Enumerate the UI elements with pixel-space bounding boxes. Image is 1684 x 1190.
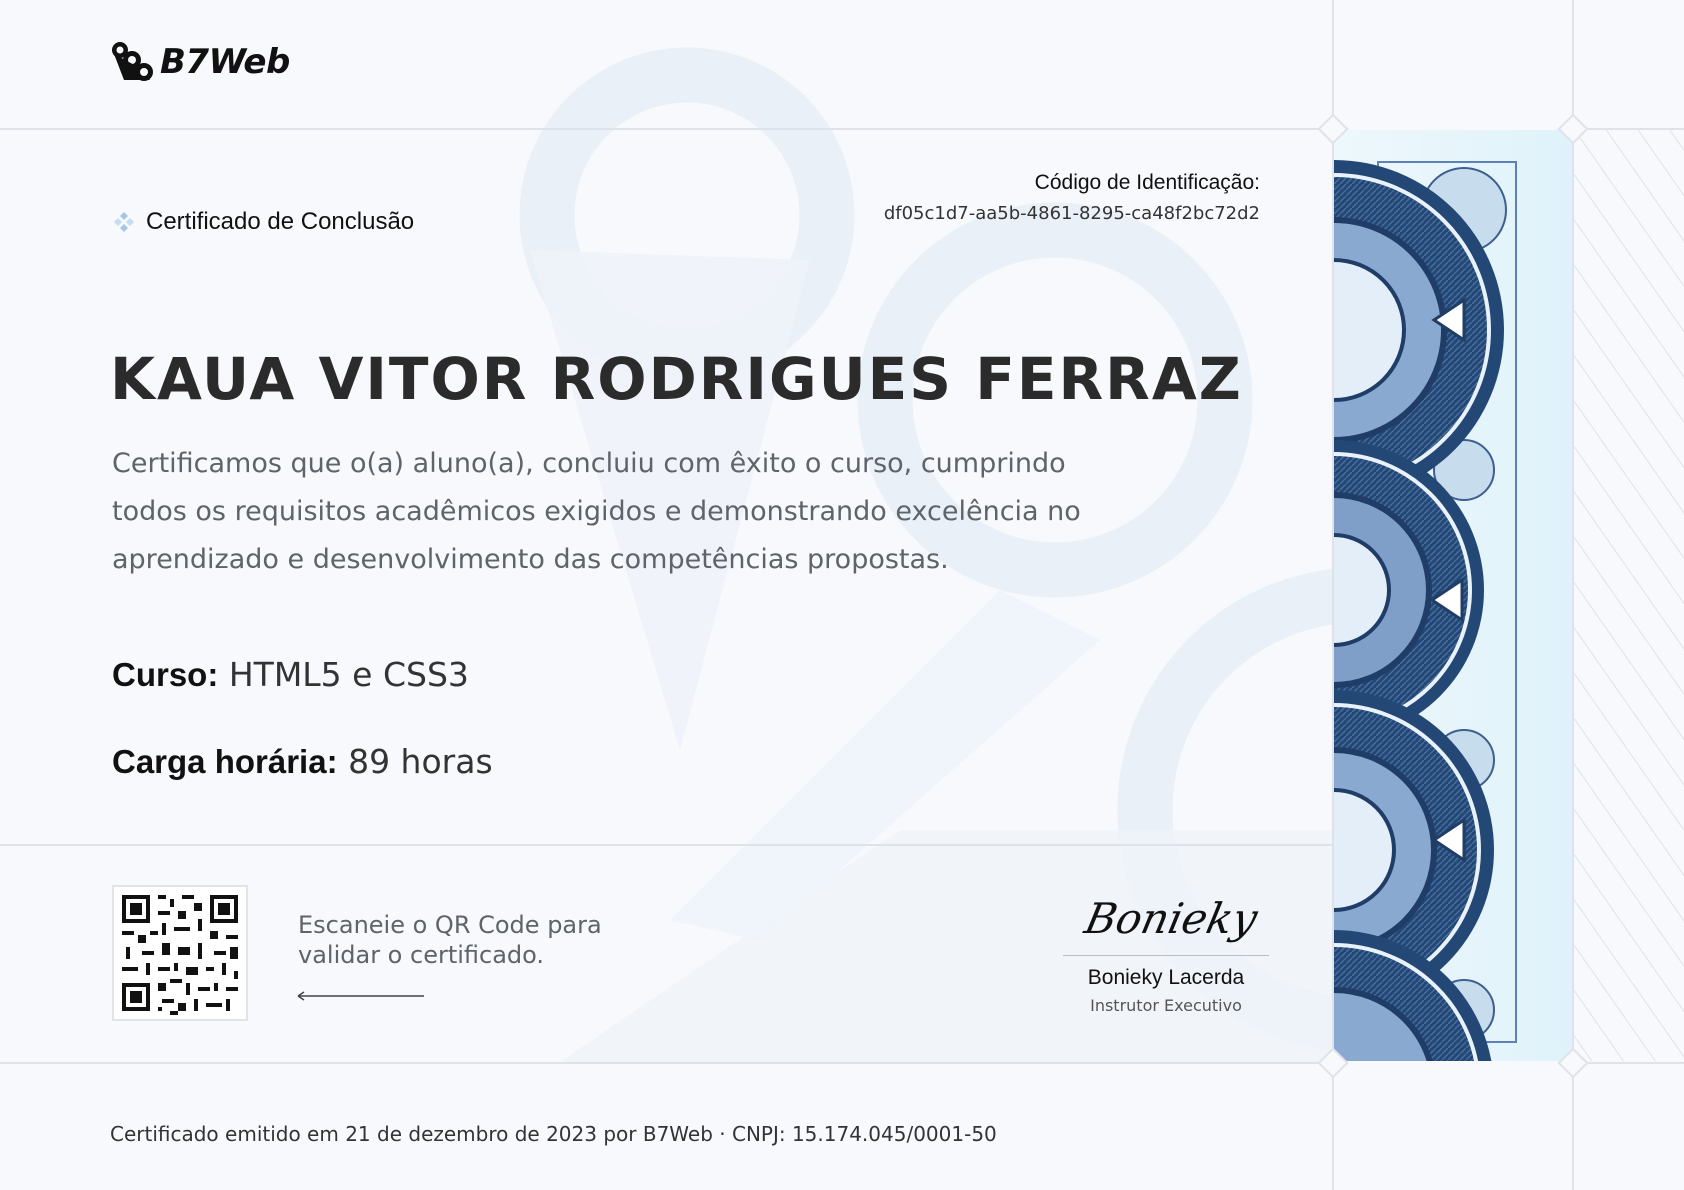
header-divider — [0, 128, 1334, 130]
brand-name: B7Web — [160, 42, 290, 82]
signer-role: Instrutor Executivo — [1090, 996, 1242, 1015]
qr-code[interactable] — [112, 885, 248, 1021]
identification-label: Código de Identificação: — [1034, 171, 1260, 194]
signature-line — [1063, 955, 1269, 956]
ornamental-band — [1334, 130, 1572, 1061]
student-name: KAUA VITOR RODRIGUES FERRAZ — [110, 345, 1243, 413]
issuance-footer: Certificado emitido em 21 de dezembro de 2023 por B7Web · CNPJ: 15.174.045/0001-50 — [110, 1122, 997, 1146]
hours-label: Carga horária: — [112, 743, 338, 780]
hours-value: 89 horas — [348, 742, 493, 781]
qr-code-icon — [114, 887, 246, 1019]
identification-block — [884, 171, 1260, 224]
certificate-kicker — [112, 208, 414, 236]
certificate-body-text: Certificamos que o(a) aluno(a), concluiu com êxito o curso, cumprindo todos os requisitos acadêmicos exigidos e demonstrando excelência no aprendizado e desenvolvimento das competências propostas. — [112, 448, 1081, 575]
handwritten-signature — [1063, 885, 1269, 951]
qr-instruction-text: Escaneie o QR Code para validar o certificado. — [298, 911, 602, 969]
footer-divider — [0, 1062, 1334, 1064]
course-label: Curso: — [112, 656, 219, 693]
brand-logo — [110, 40, 290, 84]
diagonal-hatch-pattern — [1574, 130, 1684, 1061]
signature-block — [1063, 885, 1269, 1015]
content-divider — [0, 844, 1334, 846]
arrow-left-icon — [296, 990, 426, 1002]
diamond-sparkle-icon — [112, 210, 136, 234]
svg-text:Bonieky: Bonieky — [1080, 895, 1262, 944]
identification-code: df05c1d7-aa5b-4861-8295-ca48f2bc72d2 — [883, 203, 1260, 224]
course-value: HTML5 e CSS3 — [228, 655, 469, 694]
certificate-kicker-label: Certificado de Conclusão — [146, 208, 415, 235]
course-field — [112, 655, 469, 694]
b7web-pin-logo-icon — [110, 40, 156, 84]
signer-name: Bonieky Lacerda — [1087, 966, 1245, 989]
hours-field — [112, 742, 493, 781]
